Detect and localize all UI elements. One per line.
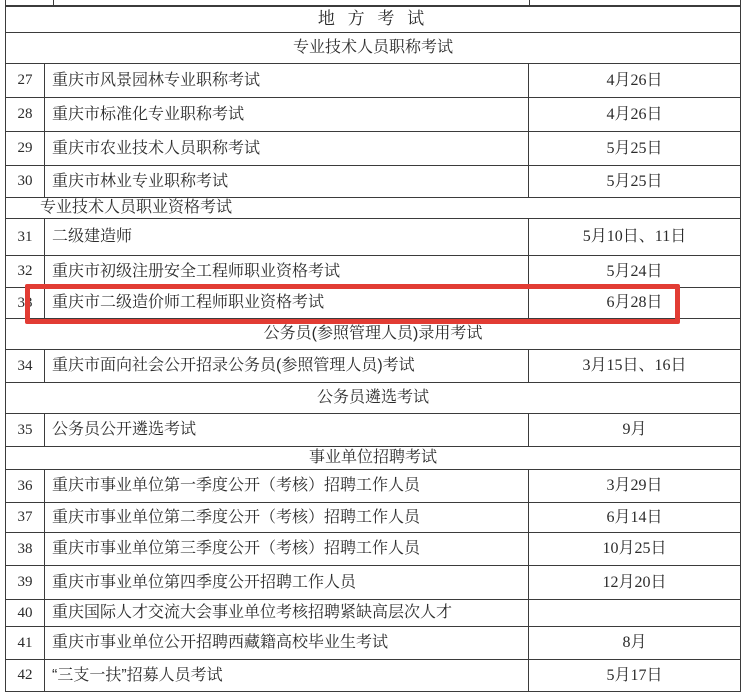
exam-name: 重庆市事业单位第三季度公开（考核）招聘工作人员 [45,533,529,565]
table-row-34 [6,350,740,383]
row-number: 33 [6,288,45,318]
exam-date: 6月14日 [606,508,663,526]
section-header-gongwuyuan-luyong [6,319,740,350]
table-row-41 [6,627,740,660]
table-row-28 [6,98,740,132]
section-header-zhicheng [6,33,740,64]
exam-date: 12月20日 [602,573,667,591]
row-number: 38 [6,533,45,565]
table-row-35 [6,414,740,447]
section-header-shiye-danwei [6,447,740,470]
column-divider [53,0,54,5]
exam-name: 重庆市初级注册安全工程师职业资格考试 [45,256,529,287]
exam-name: 重庆市二级造价师工程师职业资格考试 [45,288,529,318]
exam-name: 重庆市事业单位第二季度公开（考核）招聘工作人员 [45,503,529,532]
table-row-38 [6,533,740,566]
exam-name: 重庆市事业单位第四季度公开招聘工作人员 [45,566,529,599]
exam-name: 重庆市面向社会公开招录公务员(参照管理人员)考试 [45,350,529,382]
exam-date: 10月25日 [602,540,667,558]
table-row-29 [6,132,740,166]
exam-name: 重庆市事业单位第一季度公开（考核）招聘工作人员 [45,470,529,502]
section-label: 公务员(参照管理人员)录用考试 [263,325,483,343]
section-header-zhiye-zige [6,198,740,219]
table-row-27 [6,64,740,98]
section-header-gongwuyuan-linxuan [6,383,740,414]
exam-name: 重庆国际人才交流大会事业单位考核招聘紧缺高层次人才 [45,600,529,626]
exam-date: 8月 [622,634,647,652]
table-row-40 [6,600,740,627]
row-number: 30 [6,166,45,197]
table-row-33-highlighted [6,288,740,319]
exam-date: 5月25日 [606,139,663,157]
row-number: 29 [6,132,45,165]
table-title: 地 方 考 试 [317,9,429,29]
section-label: 公务员遴选考试 [316,389,429,407]
exam-schedule-table [5,0,741,692]
table-title-row [6,7,740,33]
exam-name: 重庆市风景园林专业职称考试 [45,64,529,97]
table-row-37 [6,503,740,533]
previous-row-sliver [6,0,740,7]
exam-date [529,600,740,626]
row-number: 36 [6,470,45,502]
exam-date: 4月26日 [606,105,663,123]
section-label: 专业技术人员职称考试 [292,39,453,57]
table-row-30 [6,166,740,198]
exam-date: 5月25日 [606,172,663,190]
row-number: 31 [6,219,45,255]
exam-date: 3月15日、16日 [582,357,687,375]
row-number: 39 [6,566,45,599]
exam-date: 4月26日 [606,71,663,89]
exam-name: 重庆市事业单位公开招聘西藏籍高校毕业生考试 [45,627,529,659]
row-number: 28 [6,98,45,131]
table-row-42 [6,660,740,692]
exam-name: 重庆市标准化专业职称考试 [45,98,529,131]
row-number: 35 [6,414,45,446]
exam-name: 二级建造师 [45,219,529,255]
exam-name: 公务员公开遴选考试 [45,414,529,446]
exam-date: 9月 [622,421,647,439]
section-label: 事业单位招聘考试 [308,449,437,467]
column-divider [529,0,530,5]
exam-date: 6月28日 [606,294,663,312]
table-row-36 [6,470,740,503]
table-row-39 [6,566,740,600]
row-number: 40 [6,600,45,626]
row-number: 27 [6,64,45,97]
row-number: 37 [6,503,45,532]
row-number: 41 [6,627,45,659]
exam-name: 重庆市农业技术人员职称考试 [45,132,529,165]
exam-date: 5月24日 [606,262,663,280]
exam-name: “三支一扶”招募人员考试 [45,660,529,691]
exam-name: 重庆市林业专业职称考试 [45,166,529,197]
exam-date: 3月29日 [606,477,663,495]
row-number: 32 [6,256,45,287]
table-row-32 [6,256,740,288]
exam-date: 5月10日、11日 [582,228,687,246]
exam-date: 5月17日 [606,666,663,684]
row-number: 34 [6,350,45,382]
row-number: 42 [6,660,45,691]
table-row-31 [6,219,740,256]
section-label: 专业技术人员职业资格考试 [40,199,233,217]
